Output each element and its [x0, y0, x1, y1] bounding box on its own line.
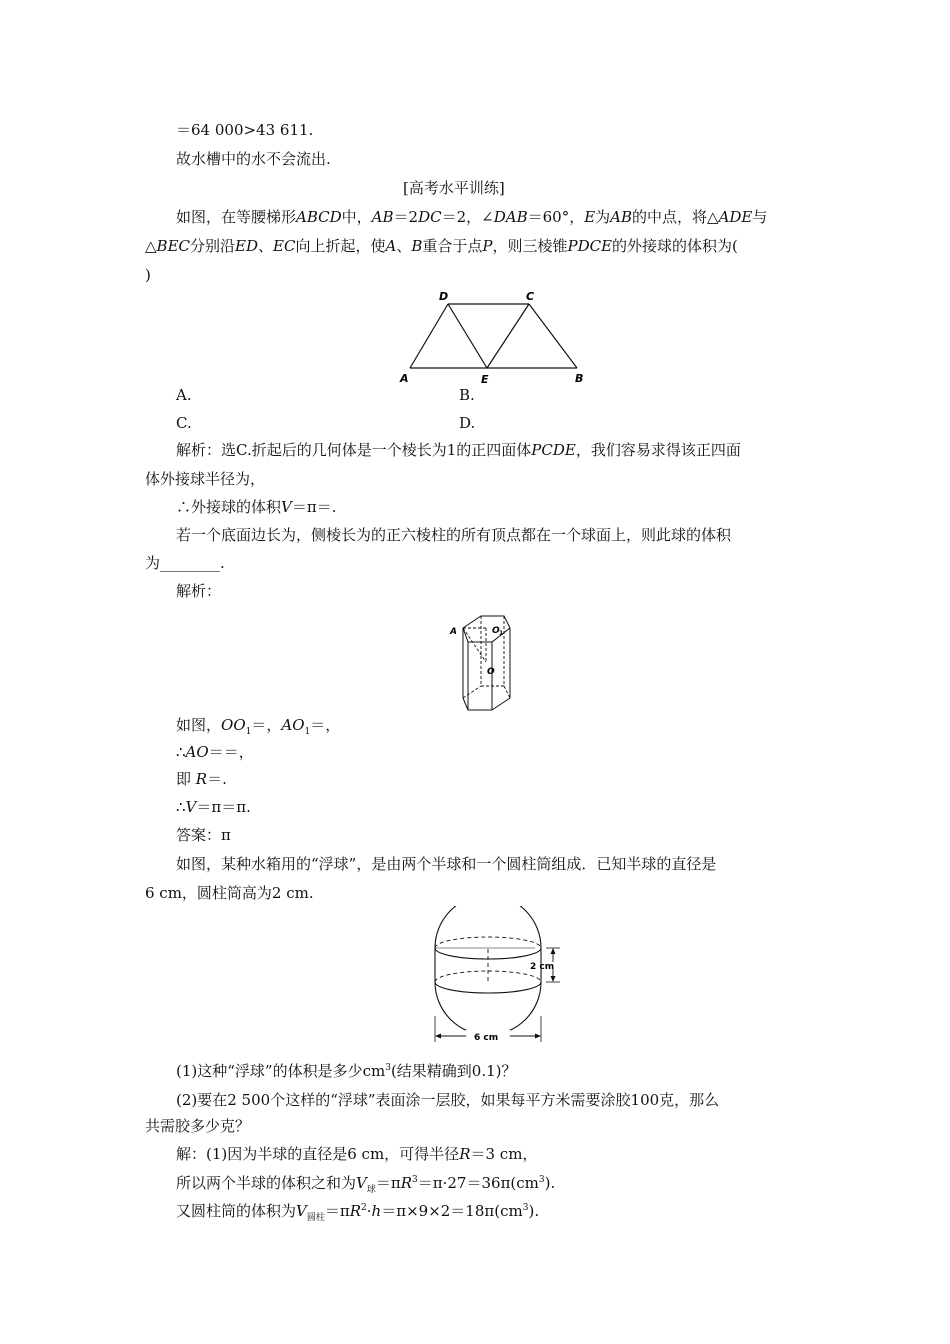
question-line: 6 cm，圆柱筒高为2 cm. — [145, 884, 314, 902]
label-o1: O — [492, 626, 500, 636]
label-b: B — [575, 372, 584, 385]
label-o1-sub: 1 — [499, 630, 504, 637]
label-a: A — [450, 627, 457, 637]
edge-cb — [529, 304, 577, 368]
text-line: ＝64 000>43 611. — [176, 121, 314, 139]
question-part-2: (2)要在2 500个这样的“浮球”表面涂一层胶，如果每平方米需要涂胶100克，那么 — [176, 1091, 720, 1109]
label-e: E — [481, 373, 489, 386]
option-a: A. — [176, 386, 192, 404]
section-title: [高考水平训练] — [403, 179, 505, 197]
solution-line: 解析：选C.折起后的几何体是一个棱长为1的正四面体PCDE，我们容易求得该正四面 — [176, 441, 741, 459]
solution-line: ∴V＝π＝π. — [176, 798, 251, 816]
solution-line: 解：(1)因为半球的直径是6 cm，可得半径R＝3 cm， — [176, 1145, 538, 1163]
solution-line: ∴外接球的体积V＝π＝. — [176, 498, 337, 516]
float-ball-figure — [422, 906, 562, 1048]
label-o: O — [487, 667, 495, 677]
solution-line: 体外接球半径为， — [145, 470, 266, 488]
question-line: ) — [145, 266, 151, 284]
hexagonal-prism-figure — [444, 610, 534, 716]
question-line: 共需胶多少克？ — [145, 1117, 251, 1135]
solution-line: 所以两个半球的体积之和为$V_球=\pi R^3=\pi\cdot 27=36\pi(cm^3)$. — [176, 1174, 556, 1195]
height-label: 2 cm — [530, 962, 555, 972]
solution-line: 即 R＝. — [176, 770, 227, 788]
solution-line: 如图，$OO_1=$，$AO_1=$， — [176, 716, 341, 737]
solution-line: 又圆柱筒的体积为$V_{圆柱}=\pi R^2\cdot h=\pi\times 9\times 2=18\pi(cm^3)$. — [176, 1202, 540, 1223]
trapezoid-figure — [398, 288, 590, 388]
width-label: 6 cm — [474, 1033, 499, 1043]
option-b: B. — [459, 386, 475, 404]
upper-hemisphere — [435, 906, 541, 948]
question-line: △BEC分别沿ED、EC向上折起，使A、B重合于点P，则三棱锥PDCE的外接球的体积为( — [145, 237, 738, 255]
question-part-1: (1)这种“浮球”的体积是多少$cm^3$(结果精确到0.1)？ — [176, 1062, 517, 1080]
text-line: 故水槽中的水不会流出. — [176, 150, 331, 168]
label-c: C — [526, 290, 535, 303]
option-c: C. — [176, 414, 192, 432]
edge-ad — [410, 304, 448, 368]
solution-line: 解析： — [176, 582, 222, 600]
edge-de — [448, 304, 487, 368]
label-d: D — [439, 290, 449, 303]
question-line: 如图，某种水箱用的“浮球”，是由两个半球和一个圆柱筒组成．已知半球的直径是 — [176, 855, 717, 873]
option-d: D. — [459, 414, 476, 432]
solution-line: ∴AO＝＝， — [176, 743, 254, 761]
question-line: 若一个底面边长为，侧棱长为的正六棱柱的所有顶点都在一个球面上，则此球的体积 — [176, 526, 732, 544]
question-line: 如图，在等腰梯形ABCD中，AB＝2DC＝2，∠DAB＝60°，E为AB的中点，将△ADE与 — [176, 208, 768, 226]
question-line: 为________. — [145, 554, 225, 572]
label-a: A — [400, 372, 409, 385]
edge-ec — [487, 304, 529, 368]
answer-line: 答案：π — [176, 826, 231, 844]
